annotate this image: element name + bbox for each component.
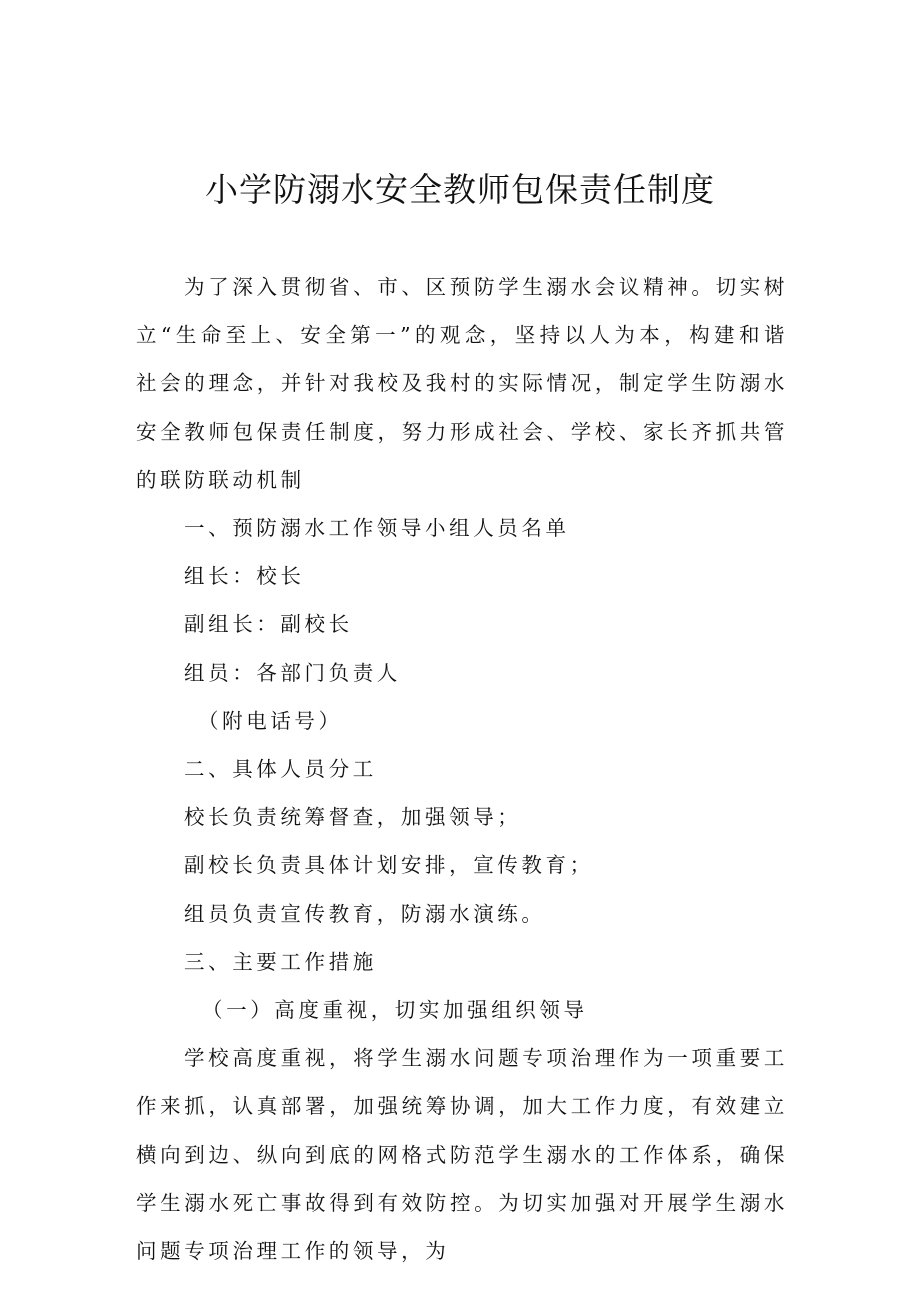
section-heading-1: 一、预防溺水工作领导小组人员名单 xyxy=(184,516,570,541)
section-heading-2: 二、具体人员分工 xyxy=(184,757,377,782)
document-title: 小学防溺水安全教师包保责任制度 xyxy=(205,170,715,209)
duty-vice-principal: 副校长负责具体计划安排，宣传教育； xyxy=(184,853,594,878)
intro-paragraph: 为了深入贯彻省、市、区预防学生溺水会议精神。切实树立“生命至上、安全第一”的观念，坚持以人为本，构建和谐社会的理念，并针对我校及我村的实际情况，制定学生防溺水安全教师包保责任制度，努力形成社会、学校、家长齐抓共管的联防联动机制 xyxy=(136,275,788,492)
members-line: 组员：各部门负责人 xyxy=(184,660,401,685)
duty-members: 组员负责宣传教育，防溺水演练。 xyxy=(184,901,546,926)
duty-principal: 校长负责统筹督查，加强领导； xyxy=(184,805,522,830)
phone-note: （附电话号） xyxy=(198,708,343,733)
deputy-leader-line: 副组长：副校长 xyxy=(184,612,353,637)
section-heading-3: 三、主要工作措施 xyxy=(184,949,377,974)
measures-paragraph: 学校高度重视，将学生溺水问题专项治理作为一项重要工作来抓，认真部署，加强统筹协调，加大工作力度，有效建立横向到边、纵向到底的网格式防范学生溺水的工作体系，确保学生溺水死亡事故得到有效防控。为切实加强对开展学生溺水问题专项治理工作的领导，为 xyxy=(136,1046,788,1264)
document-body xyxy=(136,263,788,1275)
leader-line: 组长：校长 xyxy=(184,564,305,589)
subsection-heading-1: （一）高度重视，切实加强组织领导 xyxy=(202,998,588,1023)
